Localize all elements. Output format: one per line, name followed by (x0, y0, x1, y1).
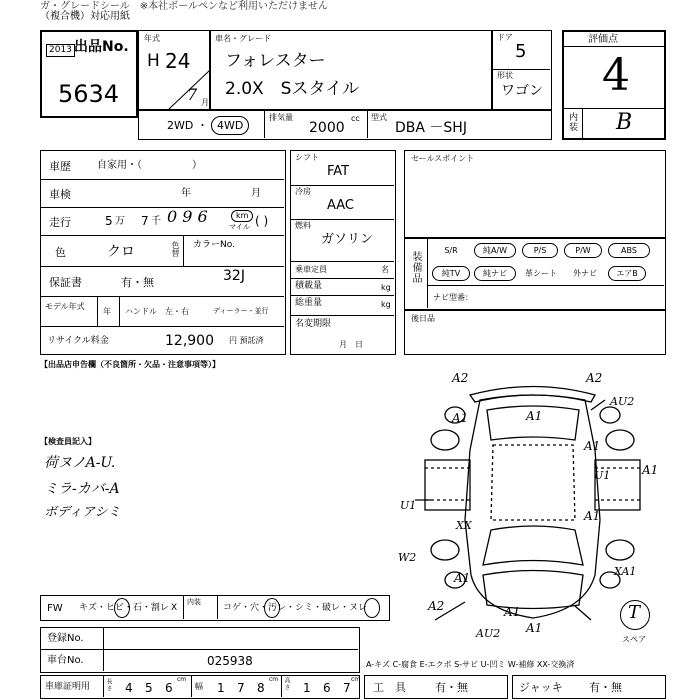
vehicle-name: フォレスター (225, 51, 326, 71)
header-line: ガ・グレードシール ※本社ボールペンなど利用いただけません (40, 1, 328, 12)
mark-u1-right: U1 (594, 469, 611, 482)
chassis-label: 車台No. (47, 655, 84, 666)
interior-grade: B (616, 110, 633, 135)
load-label: 積載量 (295, 281, 323, 291)
mark-a1-bottom: A1 (526, 621, 543, 635)
equip-leather: 革シート (525, 269, 557, 278)
grade-box (562, 30, 666, 140)
equip-ps: P/S (522, 243, 558, 258)
back-date-box (404, 310, 666, 355)
color-no-value: 32J (223, 268, 245, 284)
color-value: クロ (107, 244, 135, 260)
length-1: 5 (145, 681, 153, 695)
seller-notes-label: 【出品店申告欄（不良箇所・欠品・注意事項等）】 (40, 360, 220, 369)
usage-label: 車歴 (49, 160, 71, 173)
mileage-hand: 0 9 6 (167, 207, 208, 226)
fuel-label: 燃料 (295, 221, 311, 230)
usage-value: 自家用・（ ） (97, 160, 202, 171)
mark-a1-front-left: A1 (454, 571, 471, 585)
mark-xa1-front-right: XA1 (614, 565, 637, 578)
fw-label: FW (47, 603, 63, 614)
inspector-line-1: 荷ヌノA-U. (44, 455, 116, 471)
registration-box (40, 627, 360, 673)
height-1: 6 (323, 681, 331, 695)
legend: A-キズ C-腐食 E-エクボ S-サビ U-凹ミ W-補修 XX-交換済 (366, 660, 575, 669)
header-line-2: （複合機）対応用紙 (40, 11, 130, 22)
sales-point-label: セールスポイント (411, 154, 475, 163)
spare-mark: T (628, 602, 641, 623)
ac-label: 冷房 (295, 187, 311, 196)
year-diagonal (138, 30, 210, 110)
mark-a1-right-door: A1 (584, 509, 601, 523)
drive-dot: ・ (197, 119, 208, 132)
grade-score: 4 (602, 50, 630, 101)
warranty-label: 保証書 (49, 276, 82, 289)
color-no-label: カラーNo. (193, 240, 235, 250)
height-0: 1 (303, 681, 311, 695)
equip-pw: P/W (564, 243, 602, 258)
inspector-line-2: ミラ-カバ-A (44, 481, 120, 497)
lot-label: 出品No. (74, 39, 129, 55)
history-box (40, 150, 286, 355)
navi-label: ナビ型番： (433, 293, 473, 302)
tools-label: 工 具 (373, 681, 406, 694)
sales-point-box (404, 150, 666, 238)
equip-sr: S/R (444, 246, 458, 255)
model-label: 型式 (371, 113, 387, 122)
mark-a1-rear: A1 (526, 409, 543, 423)
year-month: 7 (187, 85, 198, 104)
interior-label: 内装 (567, 112, 577, 132)
mile-unit: マイル (229, 223, 250, 231)
height-label: 高さ (283, 677, 290, 691)
equip-navi: 純ナビ (474, 266, 516, 281)
mark-xx: XX (456, 519, 472, 532)
warranty-value: 有・無 (121, 276, 154, 289)
name-change-unit: 月 日 (339, 340, 363, 349)
handle-value: ハンドル 左・右 (125, 307, 189, 316)
mark-a2-front-left: A2 (428, 599, 445, 613)
height-2: 7 (343, 681, 351, 695)
equip-airbag: エアB (608, 266, 646, 281)
lot-year-tag: 2013 (46, 44, 75, 57)
garage-row (40, 675, 360, 699)
length-0: 4 (125, 681, 133, 695)
width-0: 1 (217, 681, 225, 695)
length-label: 長さ (105, 678, 112, 692)
mark-a2-top-right: A2 (586, 371, 603, 385)
fw-interior-label: 内装 (187, 598, 201, 606)
inspection-year-unit: 年 (181, 188, 191, 199)
grade-label: 評価点 (588, 34, 618, 45)
fw-circle-2 (264, 598, 280, 618)
mileage-sen: 7 (141, 214, 149, 228)
load-unit: kg (381, 283, 391, 292)
color-change-label: 色替 (171, 241, 180, 257)
tools-box (364, 675, 508, 699)
color-label: 色 (55, 246, 66, 259)
equip-ext-navi: 外ナビ (573, 269, 597, 278)
year-era: H (147, 51, 160, 71)
km-unit: km (231, 210, 253, 222)
inspector-label: 【検査員記入】 (40, 437, 96, 446)
model-year-unit: 年 (103, 307, 111, 316)
jack-value: 有・無 (589, 681, 622, 694)
width-cm: cm (269, 676, 279, 683)
fuel-value: ガソリン (321, 232, 374, 247)
equipment-label: 装備品 (410, 251, 421, 284)
shift-label: シフト (295, 153, 319, 162)
inspection-label: 車検 (49, 188, 71, 201)
name-label: 車名・グレード (215, 34, 271, 43)
recycle-label: リサイクル料金 (47, 336, 109, 346)
back-date-label: 後日品 (411, 314, 435, 323)
inspector-line-3: ボディアシミ (44, 505, 121, 520)
door-count: 5 (515, 41, 527, 62)
mileage-paren: ( ) (255, 214, 269, 228)
vehicle-grade: 2.0X Sスタイル (225, 79, 360, 99)
drive-row (138, 110, 552, 140)
recycle-unit: 円 預託済 (229, 336, 264, 345)
model-year-label: モデル年式 (45, 302, 85, 311)
body-label: 形状 (497, 71, 513, 80)
mark-w2: W2 (398, 551, 417, 564)
width-label: 幅 (195, 682, 203, 691)
mileage-man: 5 (105, 214, 113, 228)
fw-circle-1 (114, 598, 130, 618)
mileage-label: 走行 (49, 216, 71, 229)
tools-value: 有・無 (435, 681, 468, 694)
jack-label: ジャッキ (519, 681, 563, 694)
drive-4wd: 4WD (211, 116, 249, 135)
cc-unit: cc (351, 114, 360, 123)
model-code: DBA －SHJ (395, 120, 467, 136)
sen-unit: 千 (151, 216, 161, 227)
weight-unit: kg (381, 300, 391, 309)
jack-box (512, 675, 666, 699)
fw-interior-items: コゲ・穴・汚レ・シミ・破レ・ヌレ (223, 603, 368, 613)
door-label: ドア (497, 33, 513, 42)
length-2: 6 (165, 681, 173, 695)
year-label: 年式 (144, 34, 160, 43)
equip-alloy: 純A/W (474, 243, 516, 258)
drive-2wd: 2WD (167, 119, 194, 132)
man-unit: 万 (115, 216, 125, 227)
shift-value: FAT (327, 164, 350, 179)
dealer-value: ディーラー・並行 (213, 307, 269, 315)
mark-a1-front-center: A1 (504, 605, 521, 619)
mark-a1-far-right: A1 (642, 463, 659, 477)
recycle-value: 12,900 (165, 333, 214, 349)
mark-au2-rear-right: AU2 (610, 395, 635, 408)
displacement: 2000 (309, 120, 345, 136)
inspection-month-unit: 月 (251, 188, 261, 199)
chassis-no: 025938 (207, 654, 253, 668)
spare-label: スペア (622, 635, 646, 644)
equip-tv: 純TV (432, 266, 470, 281)
month-unit: 月 (201, 98, 209, 107)
weight-label: 総重量 (295, 298, 323, 308)
year-value: 24 (165, 49, 191, 73)
name-box (210, 30, 492, 110)
fw-items: キズ・ヒビ・石・割レ (79, 603, 169, 613)
reg-label: 登録No. (47, 633, 84, 644)
mark-au2-bottom: AU2 (476, 627, 501, 640)
height-cm: cm (351, 676, 361, 683)
fw-circle-3 (364, 598, 380, 618)
length-cm: cm (177, 676, 187, 683)
equip-abs: ABS (608, 243, 650, 258)
door-box (492, 30, 552, 110)
specs-box (290, 150, 396, 355)
displacement-label: 排気量 (269, 113, 293, 122)
body-type: ワゴン (501, 83, 543, 99)
mark-u1-left: U1 (400, 499, 417, 512)
width-2: 8 (257, 681, 265, 695)
capacity-unit: 名 (381, 265, 389, 274)
name-change-label: 名変期限 (295, 319, 332, 329)
mark-a1-left: A1 (452, 411, 469, 425)
lot-box (40, 30, 138, 118)
mark-a1-right: A1 (584, 439, 601, 453)
cert-label: 車庫証明用 (45, 682, 91, 692)
ac-value: AAC (327, 198, 354, 213)
fw-x: X (171, 603, 178, 613)
mark-a2-top-left: A2 (452, 371, 469, 385)
capacity-label: 乗車定員 (295, 265, 327, 274)
width-1: 7 (237, 681, 245, 695)
fw-row (40, 595, 390, 621)
lot-number: 5634 (58, 80, 120, 108)
